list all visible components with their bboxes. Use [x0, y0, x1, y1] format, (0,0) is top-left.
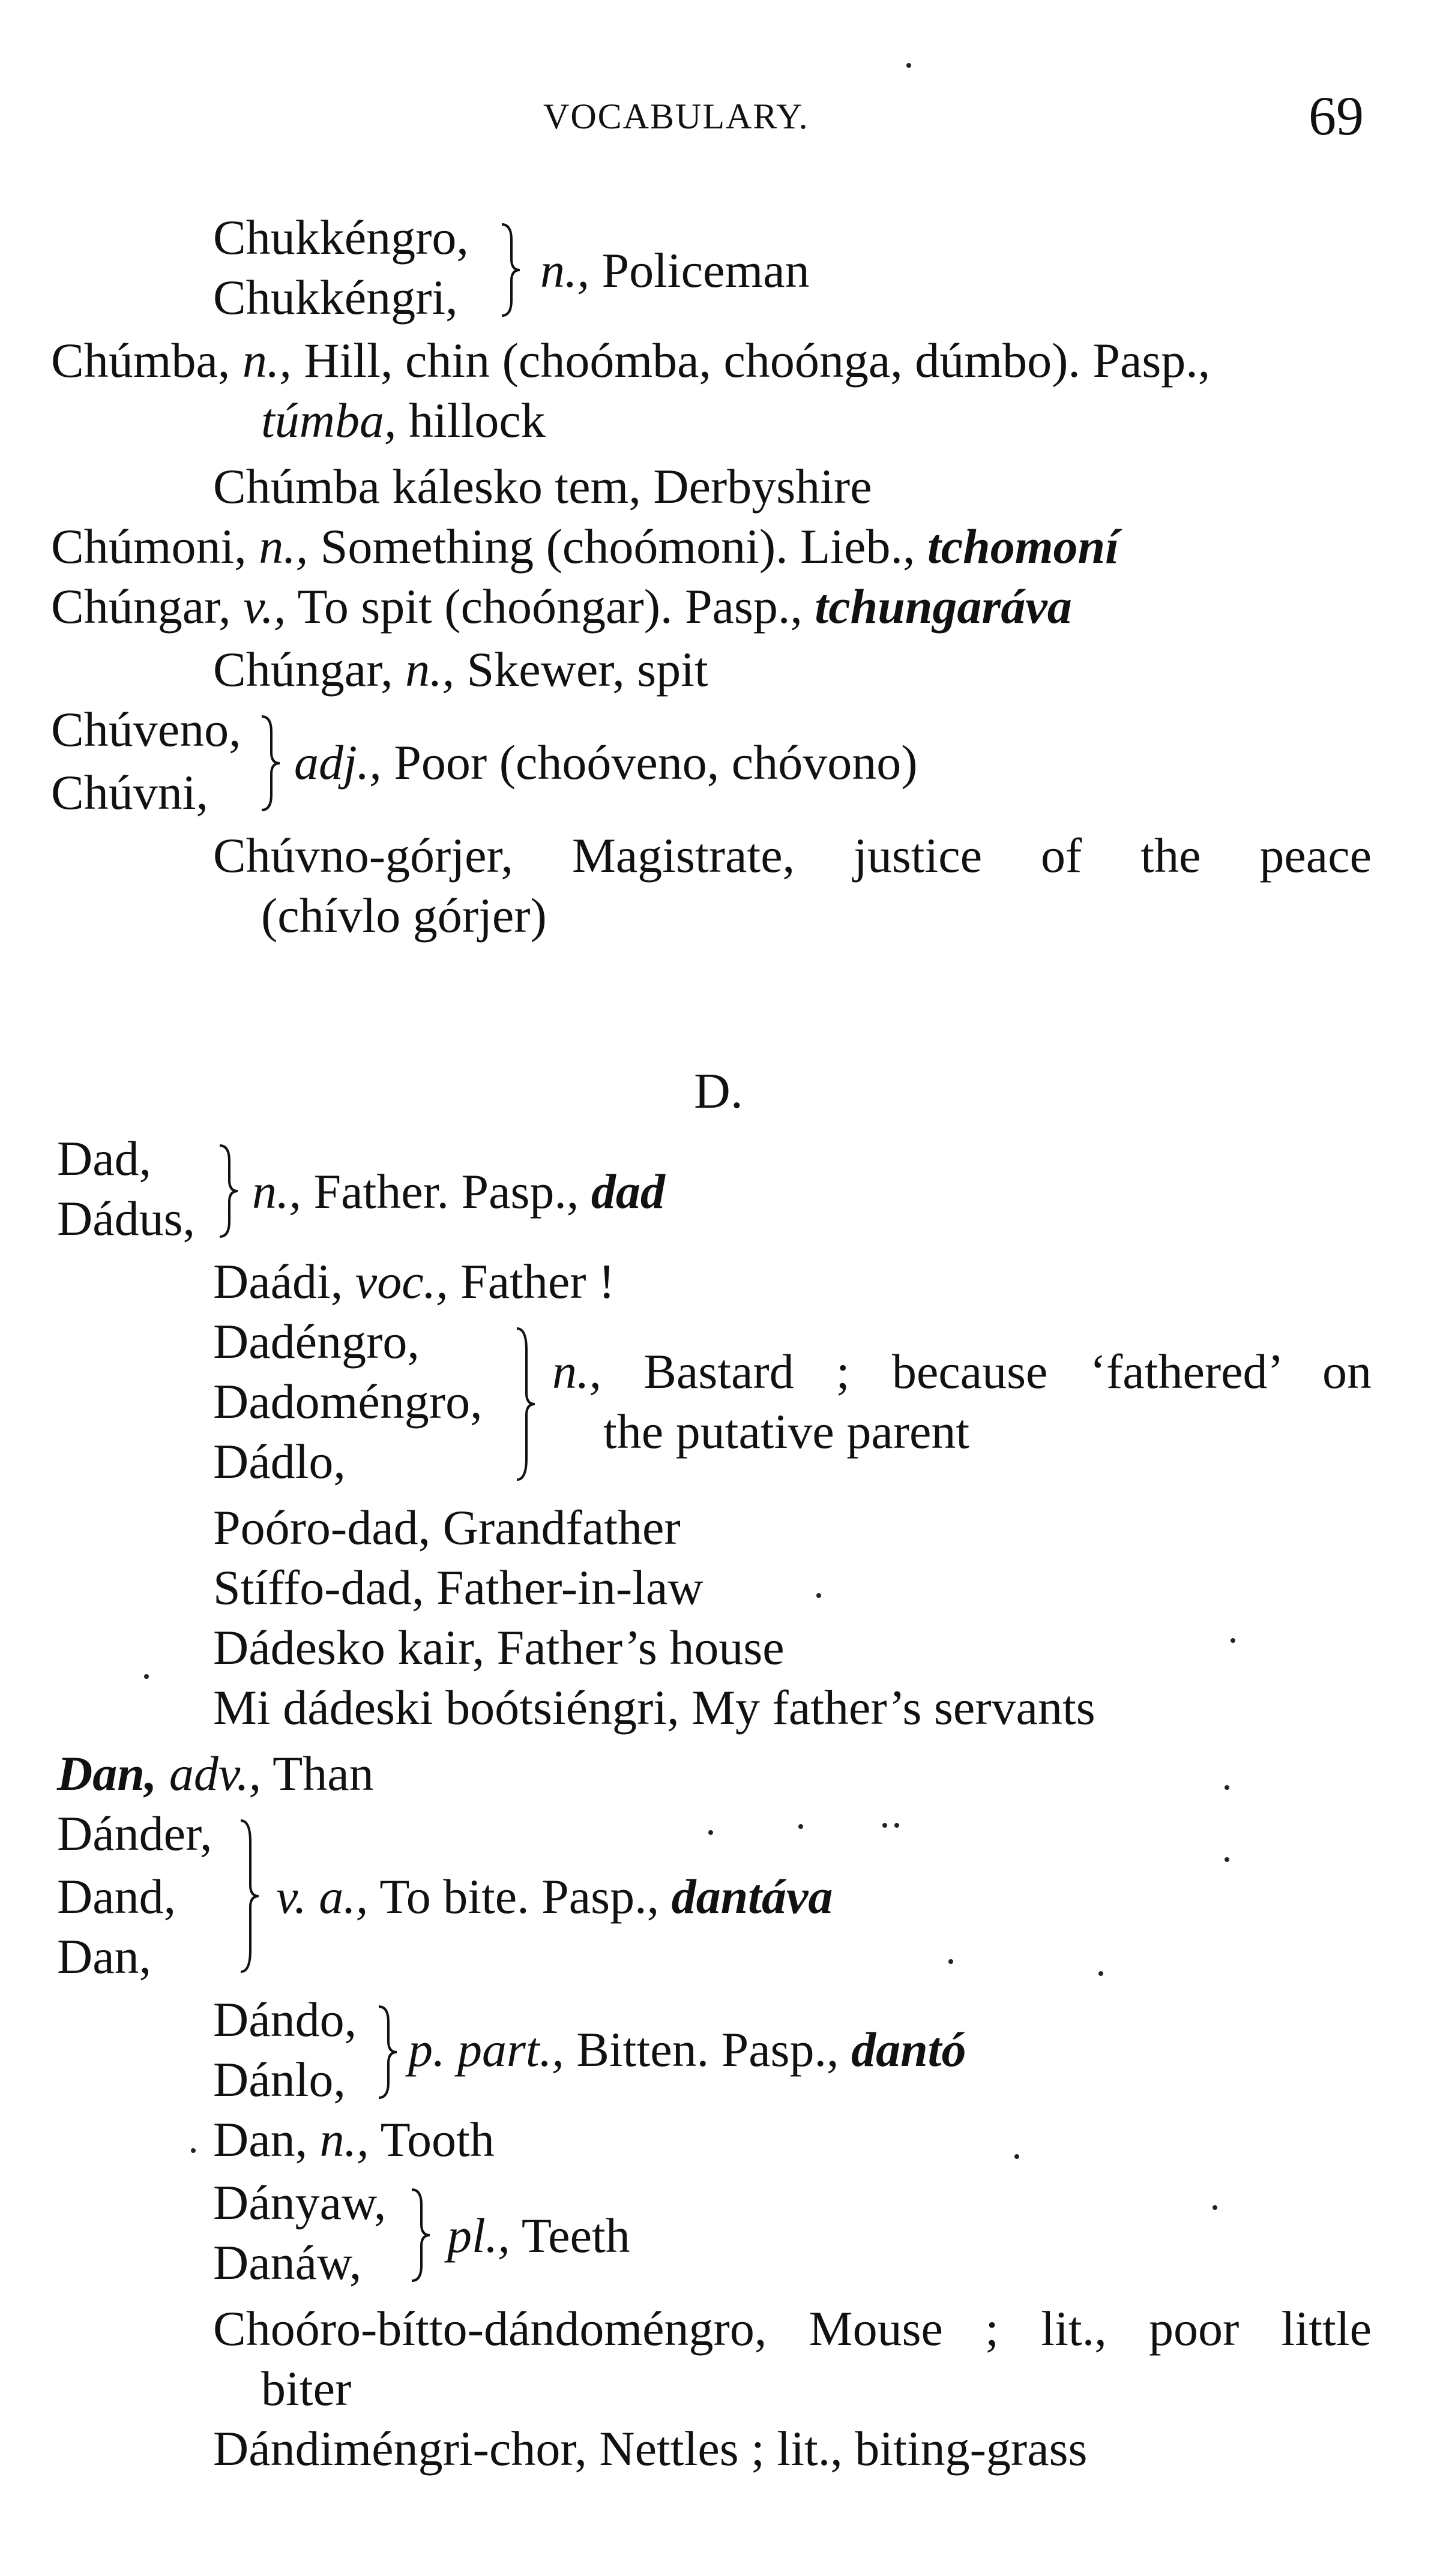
entry-danyaw-meaning: Teeth	[510, 2208, 630, 2263]
brace-chuveno	[258, 714, 282, 813]
entry-chungar-noun-pos: n.,	[393, 642, 455, 697]
page-number: 69	[1309, 85, 1364, 146]
entry-chukkengro-pos: n.,	[540, 243, 589, 298]
entry-daadi-head: Daádi,	[213, 1254, 343, 1309]
print-speck	[1225, 1857, 1229, 1862]
entry-dad-meaning: Father. Pasp.,	[301, 1164, 579, 1219]
brace-dander	[237, 1818, 261, 1974]
entry-dadengro-meaning1: Bastard ; because ‘fathered’ on	[601, 1344, 1372, 1399]
print-speck	[948, 1959, 953, 1964]
entry-chungar-verb-head: Chúngar,	[51, 579, 231, 634]
entry-chumba-pos: n.,	[230, 333, 292, 388]
entry-chooro-line2: biter	[261, 2361, 352, 2416]
entry-dad-sub-4: Mi dádeski boótsiéngri, My father’s servants	[213, 1680, 1095, 1735]
entry-dadengro-word2: Dadoméngro,	[213, 1374, 483, 1429]
entry-chungar-verb	[51, 579, 1072, 634]
entry-chuveno-word1: Chúveno,	[51, 702, 241, 757]
brace-dad	[216, 1143, 240, 1239]
entry-dadengro-word1: Dadéngro,	[213, 1314, 420, 1369]
entry-dando-word1: Dándo,	[213, 1992, 357, 2047]
entry-dando-def	[408, 2022, 966, 2077]
entry-chumba	[51, 333, 1211, 388]
entry-dander-pos: v. a.,	[276, 1869, 369, 1924]
entry-dan-adv-def: Than	[261, 1746, 374, 1801]
print-speck	[882, 1823, 887, 1828]
print-speck	[1014, 2154, 1019, 2159]
entry-chukkengro-word1: Chukkéngro,	[213, 210, 469, 265]
brace-danyaw	[408, 2187, 432, 2283]
entry-chungar-noun-head: Chúngar,	[213, 642, 393, 697]
entry-chungar-verb-def: To spit (choóngar). Pasp.,	[286, 579, 803, 634]
entry-chooro-line1: Choóro-bítto-dándoméngro, Mouse ; lit., poor little	[213, 2301, 1372, 2356]
entry-chumba-cont-text: hillock	[396, 393, 546, 448]
entry-chungar-noun	[213, 642, 708, 697]
entry-dando-pos: p. part.,	[408, 2022, 564, 2077]
entry-dad-def	[252, 1164, 665, 1219]
entry-dad-pos: n.,	[252, 1164, 301, 1219]
entry-chumba-sub: Chúmba kálesko tem, Derbyshire	[213, 459, 872, 514]
brace-dando	[375, 2004, 399, 2100]
entry-dan-adv-pos: adv.,	[157, 1746, 262, 1801]
print-speck	[894, 1823, 899, 1828]
print-speck	[798, 1824, 803, 1829]
entry-chuvno-line2: (chívlo górjer)	[261, 888, 547, 943]
print-speck	[1213, 2205, 1217, 2210]
brace-dadengro	[513, 1326, 537, 1482]
entry-chumba-cont	[261, 393, 546, 448]
entry-dando-italic: dantó	[839, 2022, 966, 2077]
print-speck	[1098, 1971, 1103, 1976]
entry-dad-sub-2: Stíffo-dad, Father-in-law	[213, 1560, 703, 1615]
entry-chukkengro-word2: Chukkéngri,	[213, 270, 458, 325]
entry-dander-italic: dantáva	[659, 1869, 833, 1924]
entry-dan-noun-pos: n.,	[307, 2112, 369, 2167]
entry-chuvno-line1: Chúvno-górjer, Magistrate, justice of the peace	[213, 828, 1372, 883]
entry-chuveno-word2: Chúvni,	[51, 765, 208, 820]
print-speck	[906, 63, 911, 68]
entry-chuveno-meaning: Poor (choóveno, chóvono)	[381, 735, 918, 790]
entry-dan-noun-head: Dan,	[213, 2112, 308, 2167]
entry-chumoni-def: Something (choómoni). Lieb.,	[308, 519, 915, 574]
entry-danyaw-word1: Dányaw,	[213, 2175, 387, 2230]
print-speck	[191, 2148, 196, 2153]
print-speck	[144, 1674, 149, 1679]
print-speck	[1225, 1785, 1229, 1790]
entry-daadi	[213, 1254, 615, 1309]
entry-dadengro-pos: n.,	[552, 1344, 601, 1399]
entry-chukkengro-meaning: Policeman	[589, 243, 810, 298]
print-speck	[1231, 1638, 1235, 1643]
entry-dad-word2: Dádus,	[57, 1191, 196, 1246]
entry-dad-sub-1: Poóro-dad, Grandfather	[213, 1500, 681, 1555]
entry-dando-word2: Dánlo,	[213, 2052, 346, 2107]
entry-chuveno-pos: adj.,	[294, 735, 382, 790]
entry-chumoni-italic: tchomoní	[915, 519, 1119, 574]
entry-dando-meaning: Bitten. Pasp.,	[564, 2022, 839, 2077]
entry-dandimengri: Dándiméngri-chor, Nettles ; lit., biting-grass	[213, 2421, 1088, 2476]
entry-dander-word1: Dánder,	[57, 1806, 212, 1861]
entry-chukkengro-def	[540, 243, 810, 298]
entry-chungar-noun-def: Skewer, spit	[454, 642, 708, 697]
section-letter: D.	[694, 1063, 743, 1119]
print-speck	[816, 1593, 821, 1598]
entry-dan-noun	[213, 2112, 495, 2167]
entry-chungar-verb-italic: tchungaráva	[802, 579, 1072, 634]
entry-chumoni-pos: n.,	[246, 519, 309, 574]
entry-chuveno-def	[294, 735, 918, 790]
entry-dadengro-def1	[552, 1344, 1372, 1399]
entry-daadi-pos: voc.,	[343, 1254, 448, 1309]
entry-dan-noun-def: Tooth	[369, 2112, 495, 2167]
entry-danyaw-pos: pl.,	[447, 2208, 510, 2263]
running-header-title: VOCABULARY.	[543, 97, 809, 136]
entry-dad-italic: dad	[579, 1164, 665, 1219]
entry-chumba-def: Hill, chin (choómba, choónga, dúmbo). Pasp.,	[291, 333, 1211, 388]
entry-dadengro-def2: the putative parent	[603, 1404, 970, 1459]
entry-chumoni-head: Chúmoni,	[51, 519, 247, 574]
brace-chukkengro	[498, 222, 522, 318]
entry-dad-sub-3: Dádesko kair, Father’s house	[213, 1620, 785, 1675]
entry-chungar-verb-pos: v.,	[230, 579, 286, 634]
entry-dander-word3: Dan,	[57, 1929, 152, 1984]
entry-dan-adv	[57, 1746, 374, 1801]
entry-chumoni	[51, 519, 1119, 574]
entry-dadengro-word3: Dádlo,	[213, 1434, 346, 1489]
entry-dander-meaning: To bite. Pasp.,	[368, 1869, 660, 1924]
entry-dander-word2: Dand,	[57, 1869, 176, 1924]
entry-dander-def	[276, 1869, 833, 1924]
entry-dad-word1: Dad,	[57, 1131, 152, 1186]
entry-chumba-head: Chúmba,	[51, 333, 230, 388]
entry-chumba-cont-italic: túmba,	[261, 393, 397, 448]
entry-danyaw-word2: Danáw,	[213, 2235, 362, 2290]
entry-dan-adv-head: Dan,	[57, 1746, 157, 1801]
print-speck	[708, 1830, 713, 1835]
entry-daadi-def: Father !	[448, 1254, 615, 1309]
entry-danyaw-def	[447, 2208, 630, 2263]
